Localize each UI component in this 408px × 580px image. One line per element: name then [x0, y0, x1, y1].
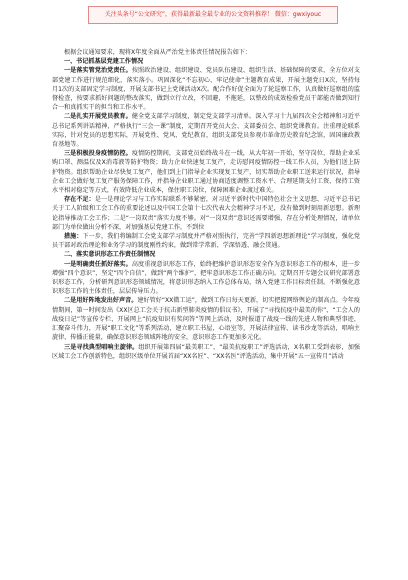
paragraph [52, 149, 360, 195]
paragraph-text: 高度重视意识形态工作，始终把维护意识形态安全作为意识形态工作的根本，进一步增强“四个意识”，坚定“四个自信”，做到“两个维护”，把牢意识形态工作正确方向。定期召开专题会议研究部署意识形态工作，分析研判意识形态领域情况，将意识形态纳入工作总体布局，纳入党建工作目标责任制。不断强化意识形态工作的主体责任，层层传导压力。 [52, 260, 361, 296]
inline-heading: 二是用好阵地发出好声音。 [64, 297, 138, 305]
inline-heading: 一是落实管党治党责任。 [64, 67, 132, 75]
inline-heading: 一、书记抓基层党建工作情况 [64, 58, 144, 66]
inline-heading: 一是明确责任抓好落实。 [64, 260, 132, 268]
banner-text: 关注头条号“公文研究”，获得最新最全最专业的公文资料推荐！ 微信：gwxiyouc [104, 11, 322, 18]
paragraph [52, 195, 360, 232]
header-banner [88, 6, 338, 24]
paragraph-text: 下一步，我们将编制工会党支部学习制度并严格对照执行，完善“学四新思想新理论”学习制度，强化党员干部对政治理论和业务学习的制度刚性约束，做到常学常新、学深悟透、融会贯通。 [52, 233, 360, 250]
paragraph [52, 343, 360, 361]
inline-heading: 二是扎实开展党员教育。 [64, 113, 132, 121]
paragraph-text: 建好管好“XX微工运”，做到工作日每天更新，切实把握网络舆论的制高点。今年疫情期间，第一时间发出《XX区总工会关于抗击新型肺炎疫情的倡议书》，开展了“寻找抗疫中最美的你”、“工会人的战疫日记”等宣传专栏，开展网上“抗疫知识有奖问答”等网上活动，及时报道了战疫一线的先进人物和典型事迹，汇聚奋斗伟力，开展“职工文化”等系列活动，建立职工书屋，心语室等，开展法律宣传、读书沙龙等活动，唱响主旋律、传播正能量，确保意识形态领域阵地的安全，意识形态工作更加多元化。 [52, 297, 360, 342]
paragraph-text: 是一是理论学习与工作实际联系不够紧密，对习近平新时代中国特色社会主义思想、习近平总书记关于工人阶级和工会工作的重要论述以及中国工会第十七次代表大会精神学习不足，没有做到时刻用新思想。新理论指导推动工会工作；二是“一岗双责”落实力度不够。对“一岗双责”意识还需要增强，存在分析处理情况，请单位部门为单位做出分析不深，对加强基层党建工作，不到位 [52, 196, 361, 231]
inline-heading: 二、落实意识形态工作责任制情况 [64, 251, 156, 259]
inline-heading: 存在不足： [64, 196, 95, 204]
inline-heading: 三是寻找典型唱响主旋律。 [64, 343, 139, 351]
paragraph-text: 按照政治建设、组织建设、党员队伍建设、组织生活、基础保障的要求，全方位对支部党建工作进行规范细化，落实落小。巩固深化“不忘初心、牢记使命”主题教育成果，开展主题党日X次，坚持每月1次的支部固定学习制度，开展支部书记上党课活动X次。配合作好促全面为了轮巡察工作，认真做好巡察组的监督检查，按要求抓好问题的整改落实，做到立行立改，不回避，不拖延，以整改的成效检验党员干部能否做到知行合一和真抓实干的担当和工作水平。 [52, 67, 361, 112]
paragraph-text: 健全党支部学习制度，制定党支部学习清单。深入学习十九届四次全会精神和习近平总书记系列讲话精神，严格执行“三会一课”制度，定期召开党员大会、支部委员会、组织党课教育。注重理论联系实际，针对党员的思想实际，开展党性、党风、党纪教育，组织支部党员参观市革命历史教育纪念馆，固国廉政教育基地等。 [52, 113, 361, 149]
paragraph [52, 232, 360, 250]
section-heading [52, 250, 360, 259]
paragraph [52, 112, 360, 149]
paragraph-text: 根据会议通知要求，现将X年度全面从严治党主体责任情况报告如下： [64, 49, 251, 56]
paragraph [52, 260, 360, 297]
paragraph-text: 组织开展第四届“最美职工”、“最美抗疫职工”评选活动，X名职工受到表彰，加强区域工会工作创新特色，组织区级单位开展首届“XX名匠”、“XX名医”评选活动，集中开展“五一宣传月”活动 [52, 343, 360, 360]
document-body [52, 48, 360, 361]
paragraph [52, 296, 360, 342]
paragraph [52, 48, 360, 57]
inline-heading: 措施： [64, 233, 83, 241]
section-heading [52, 57, 360, 66]
paragraph-text: 疫情防控期间，支部党员始终战斗在一线，从大年初一开始，坚守岗位，帮助企业采购口罩、测温仪及X消毒液等防护物资；助力企业快速复工复产，走访慰问疫情防控一线工作人员，为他们送上防护物资。组织帮助企业尽快复工复产，他们到上门指导企业实现复工复产，切实帮助企业职工送来运行状况，指导企业工会做好复工复产服务保障工作，并指导企业职工通过协商适度调整工资水平、合理延期支付工资、保持工资水平相对稳定等方式，有效降低企业成本，保住职工岗位，保障困难企业渡过难关。 [52, 150, 361, 195]
inline-heading: 三是积极投身疫情防控。 [64, 150, 132, 158]
paragraph [52, 66, 360, 112]
